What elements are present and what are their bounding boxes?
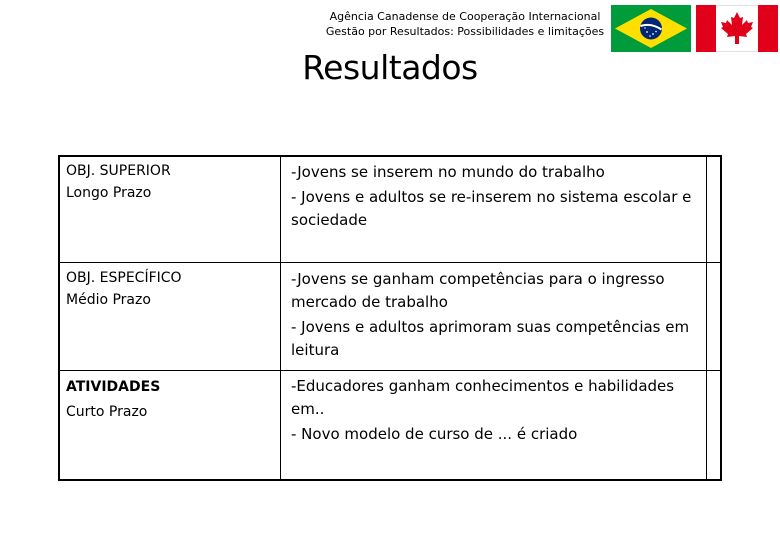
table-row-separator [58,262,722,263]
table-row-content [291,375,701,448]
table-border-right [720,155,722,481]
table-divider-narrow [706,155,707,481]
row-item: - Novo modelo de curso de ... é criado [291,425,578,443]
table-divider-column [280,155,281,481]
header-line-1: Agência Canadense de Cooperação Internacional [329,10,601,23]
row-item: -Educadores ganham conhecimentos e habilidades em.. [291,377,675,418]
table-row-label [66,376,276,423]
table-row-content [291,268,701,364]
row-item: -Jovens se inserem no mundo do trabalho [291,163,605,181]
header-text [300,9,630,39]
row-level-label: OBJ. SUPERIOR [66,163,171,179]
header-line-2: Gestão por Resultados: Possibilidades e limitações [325,25,605,38]
brazil-flag-icon [611,5,691,52]
table-row-label [66,267,276,311]
row-item: -Jovens se ganham competências para o ingresso mercado de trabalho [291,270,665,311]
row-term-label: Longo Prazo [66,185,152,201]
table-border-bottom [58,479,722,481]
row-item: - Jovens e adultos se re-inserem no sistema escolar e sociedade [291,188,692,229]
row-level-label: ATIVIDADES [66,379,161,395]
table-row-label [66,160,276,204]
row-item: - Jovens e adultos aprimoram suas competências em leitura [291,318,690,359]
canada-flag-icon [696,5,778,52]
table-border-top [58,155,722,157]
table-row-separator [58,370,722,371]
row-term-label: Médio Prazo [66,292,151,308]
table-row-content [291,161,701,234]
row-term-label: Curto Prazo [66,404,148,420]
row-level-label: OBJ. ESPECÍFICO [66,270,182,286]
table-border-left [58,155,60,481]
slide-title: Resultados [302,48,478,87]
